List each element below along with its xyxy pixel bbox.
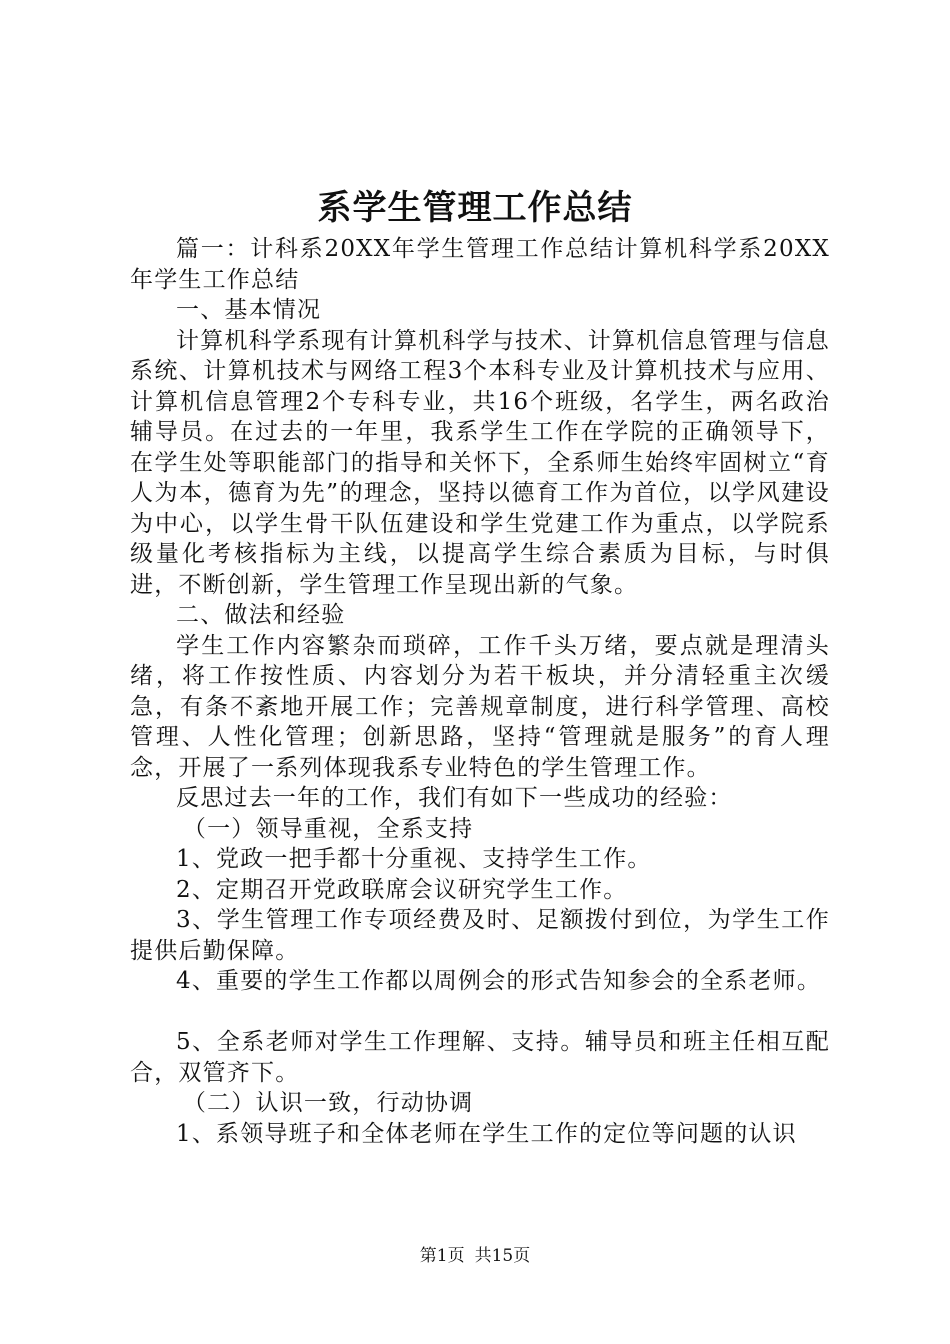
subheading-leadership: （一）领导重视，全系支持 [182, 815, 474, 842]
paragraph-basic-situation: 计算机科学系现有计算机科学与技术、计算机信息管理与信息系统、计算机技术与网络工程3个本科专业及计算机技术与应用、计算机信息管理2个专科专业，共16个班级，名学生，两名政治辅导员。在过去的一年里，我系学生工作在学院的正确领导下，在学生处等职能部门的指导和关怀下，全系师生始终牢固树立“育人为本，德育为先”的理念，坚持以德育工作为首位，以学风建设为中心，以学生骨干队伍建设和学生党建工作为重点，以学院系级量化考核指标为主线，以提高学生综合素质为目标，与时俱进，不断创新，学生管理工作呈现出新的气象。 [130, 327, 830, 598]
document-body [130, 234, 830, 1149]
list-item-4: 4、重要的学生工作都以周例会的形式告知参会的全系老师。 [176, 968, 822, 994]
list-item-1: 1、党政一把手都十分重视、支持学生工作。 [176, 846, 652, 872]
list-item-5: 5、全系老师对学生工作理解、支持。辅导员和班主任相互配合，双管齐下。 [130, 1029, 830, 1086]
paragraph-methods: 学生工作内容繁杂而琐碎，工作千头万绪，要点就是理清头绪，将工作按性质、内容划分为若干板块，并分清轻重主次缓急，有条不紊地开展工作；完善规章制度，进行科学管理、高校管理、人性化管理；创新思路，坚持“管理就是服务”的育人理念，开展了一系列体现我系专业特色的学生管理工作。 [130, 632, 830, 781]
subheading-coordination: （二）认识一致，行动协调 [182, 1090, 474, 1116]
list-item-coordination-1: 1、系领导班子和全体老师在学生工作的定位等问题的认识 [176, 1120, 797, 1147]
section-heading-methods: 二、做法和经验 [176, 602, 346, 628]
page-number: 第1页 [419, 1246, 465, 1266]
paragraph-reflection: 反思过去一年的工作，我们有如下一些成功的经验： [176, 785, 733, 811]
page-footer [0, 1244, 950, 1268]
list-item-2: 2、定期召开党政联席会议研究学生工作。 [176, 876, 628, 903]
list-item-3: 3、学生管理工作专项经费及时、足额拨付到位，为学生工作提供后勤保障。 [130, 907, 830, 964]
page-total: 共15页 [474, 1246, 531, 1266]
section-heading-basic: 一、基本情况 [176, 297, 322, 323]
paragraph-intro: 篇一：计科系20XX年学生管理工作总结计算机科学系20XX年学生工作总结 [130, 236, 830, 293]
document-title: 系学生管理工作总结 [317, 188, 633, 228]
